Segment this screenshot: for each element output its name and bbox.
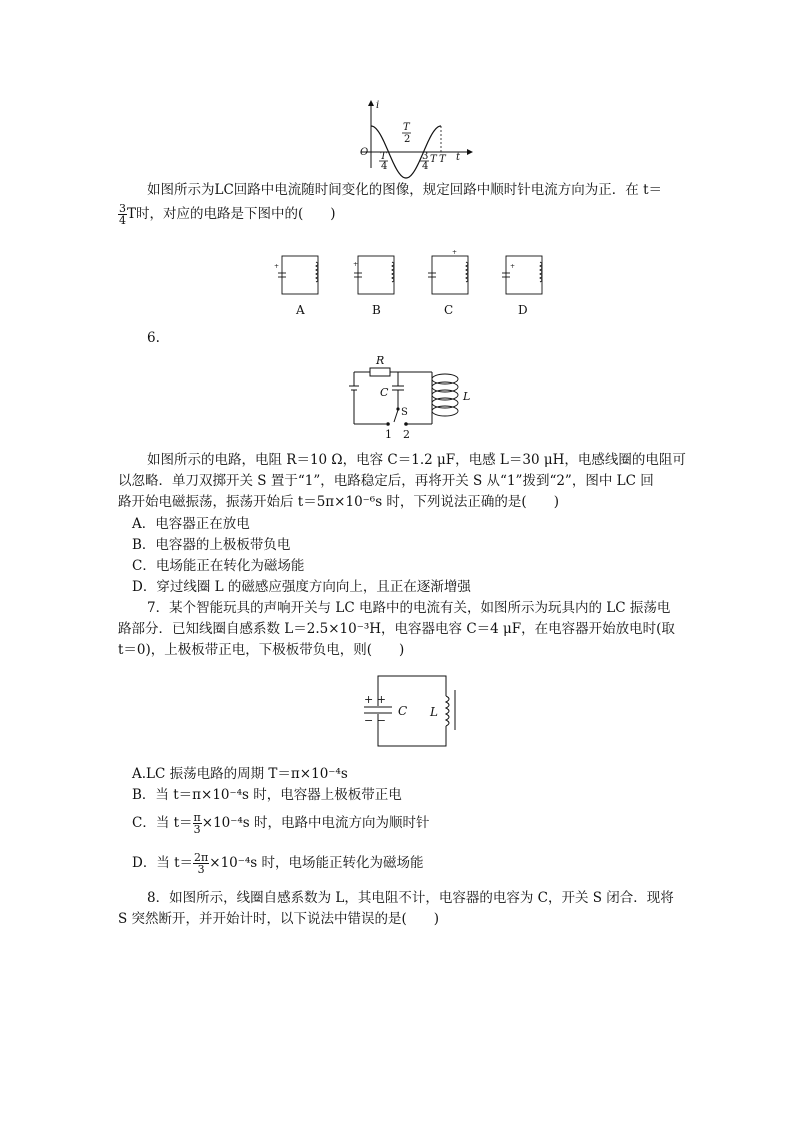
t-3q-T: T	[430, 154, 437, 165]
current-time-graph	[355, 98, 475, 170]
q7-d-fraction	[193, 852, 209, 875]
q7-option-d	[132, 852, 424, 875]
q7-line2: 路部分．已知线圈自感系数 L＝2.5×10⁻³H，电容器电容 C＝4 μF，在电容器开始放电时(取	[118, 621, 675, 637]
q7-line3: t＝0)，上极板带正电，下极板带负电，则( )	[118, 642, 405, 658]
option-label-a: A	[296, 303, 305, 317]
q5-line2: T时，对应的电路是下图中的( )	[127, 206, 336, 222]
label-s: S	[401, 407, 408, 418]
q7-option-a: A.LC 振荡电路的周期 T＝π×10⁻⁴s	[132, 766, 348, 782]
q5-frac-num: 3	[119, 202, 126, 215]
q7-option-b: B．当 t＝π×10⁻⁴s 时，电容器上极板带正电	[132, 787, 402, 803]
q6-option-a: A．电容器正在放电	[132, 516, 250, 532]
q5-line2-wrap	[118, 203, 336, 226]
q6-option-c: C．电场能正在转化为磁场能	[132, 558, 305, 574]
svg-text:+: +	[274, 263, 280, 270]
label-l7: L	[430, 705, 438, 719]
q6-option-d: D．穿过线圈 L 的磁感应强度方向向上，且正在逐渐增强	[132, 579, 471, 595]
q7-option-c	[132, 812, 430, 835]
minus-signs: − −	[364, 714, 386, 727]
axis-t-label: t	[456, 152, 461, 163]
t-3q-den: 4	[422, 161, 429, 172]
circuit-option-b	[353, 256, 394, 294]
origin-label: O	[360, 147, 369, 158]
q7-c-fraction	[193, 812, 202, 835]
q7-d-post: ×10⁻⁴s 时，电场能正转化为磁场能	[209, 855, 424, 871]
label-c: C	[380, 386, 389, 399]
option-label-b: B	[372, 303, 381, 317]
label-2: 2	[403, 428, 410, 441]
t-half-den: 2	[404, 134, 411, 145]
t-3q-num: 3	[422, 151, 429, 162]
q7-line1: 7．某个智能玩具的声响开关与 LC 电路中的电流有关，如图所示为玩具内的 LC 振荡电	[147, 600, 671, 616]
q7-c-den: 3	[193, 823, 201, 836]
label-1: 1	[385, 428, 392, 441]
q7-c-pre: C．当 t＝	[132, 815, 193, 831]
svg-text:+: +	[452, 249, 458, 256]
q5-line1: 如图所示为LC回路中电流随时间变化的图像，规定回路中顺时针电流方向为正．在 t＝	[147, 182, 663, 198]
q7-d-num: 2π	[194, 851, 209, 864]
t-quarter-den: 4	[381, 161, 388, 172]
option-label-d: D	[518, 303, 528, 317]
axis-i-label: i	[376, 100, 380, 111]
svg-text:+: +	[510, 263, 516, 270]
q6-line3: 路开始电磁振荡，振荡开始后 t＝5π×10⁻⁶s 时，下列说法正确的是( )	[118, 494, 559, 510]
q7-d-pre: D．当 t＝	[132, 855, 194, 871]
t-half-num: T	[403, 122, 410, 133]
t-T-label: T	[439, 154, 446, 165]
q7-c-post: ×10⁻⁴s 时，电路中电流方向为顺时针	[201, 815, 430, 831]
q7-circuit-diagram	[358, 670, 468, 752]
q6-circuit-diagram	[350, 352, 475, 442]
q7-c-num: π	[193, 811, 201, 824]
t-quarter-num: T	[380, 151, 387, 162]
q7-d-den: 3	[197, 863, 205, 876]
q8-line2: S 突然断开，并开始计时，以下说法中错误的是( )	[118, 911, 440, 927]
circuit-option-c	[428, 249, 468, 294]
label-l: L	[463, 390, 471, 403]
circuit-option-a	[274, 256, 318, 294]
q6-line2: 以忽略．单刀双掷开关 S 置于“1”，电路稳定后，再将开关 S 从“1”拨到“2”，图中 LC 回	[118, 473, 654, 489]
q6-option-b: B．电容器的上极板带负电	[132, 537, 291, 553]
plus-signs: + +	[364, 693, 386, 706]
option-label-c: C	[444, 303, 454, 317]
q8-line1: 8．如图所示，线圈自感系数为 L，其电阻不计，电容器的电容为 C，开关 S 闭合．现将	[147, 890, 674, 906]
circuit-option-d	[502, 256, 542, 294]
q5-frac-den: 4	[119, 214, 126, 227]
label-c7: C	[398, 704, 408, 718]
svg-text:+: +	[353, 261, 359, 268]
q5-option-circuits	[270, 248, 550, 320]
q5-fraction	[118, 203, 127, 226]
q6-line1: 如图所示的电路，电阻 R＝10 Ω，电容 C＝1.2 μF，电感 L＝30 μH，电感线圈的电阻可	[147, 452, 686, 468]
label-r: R	[376, 354, 385, 367]
q6-number: 6.	[147, 330, 160, 346]
